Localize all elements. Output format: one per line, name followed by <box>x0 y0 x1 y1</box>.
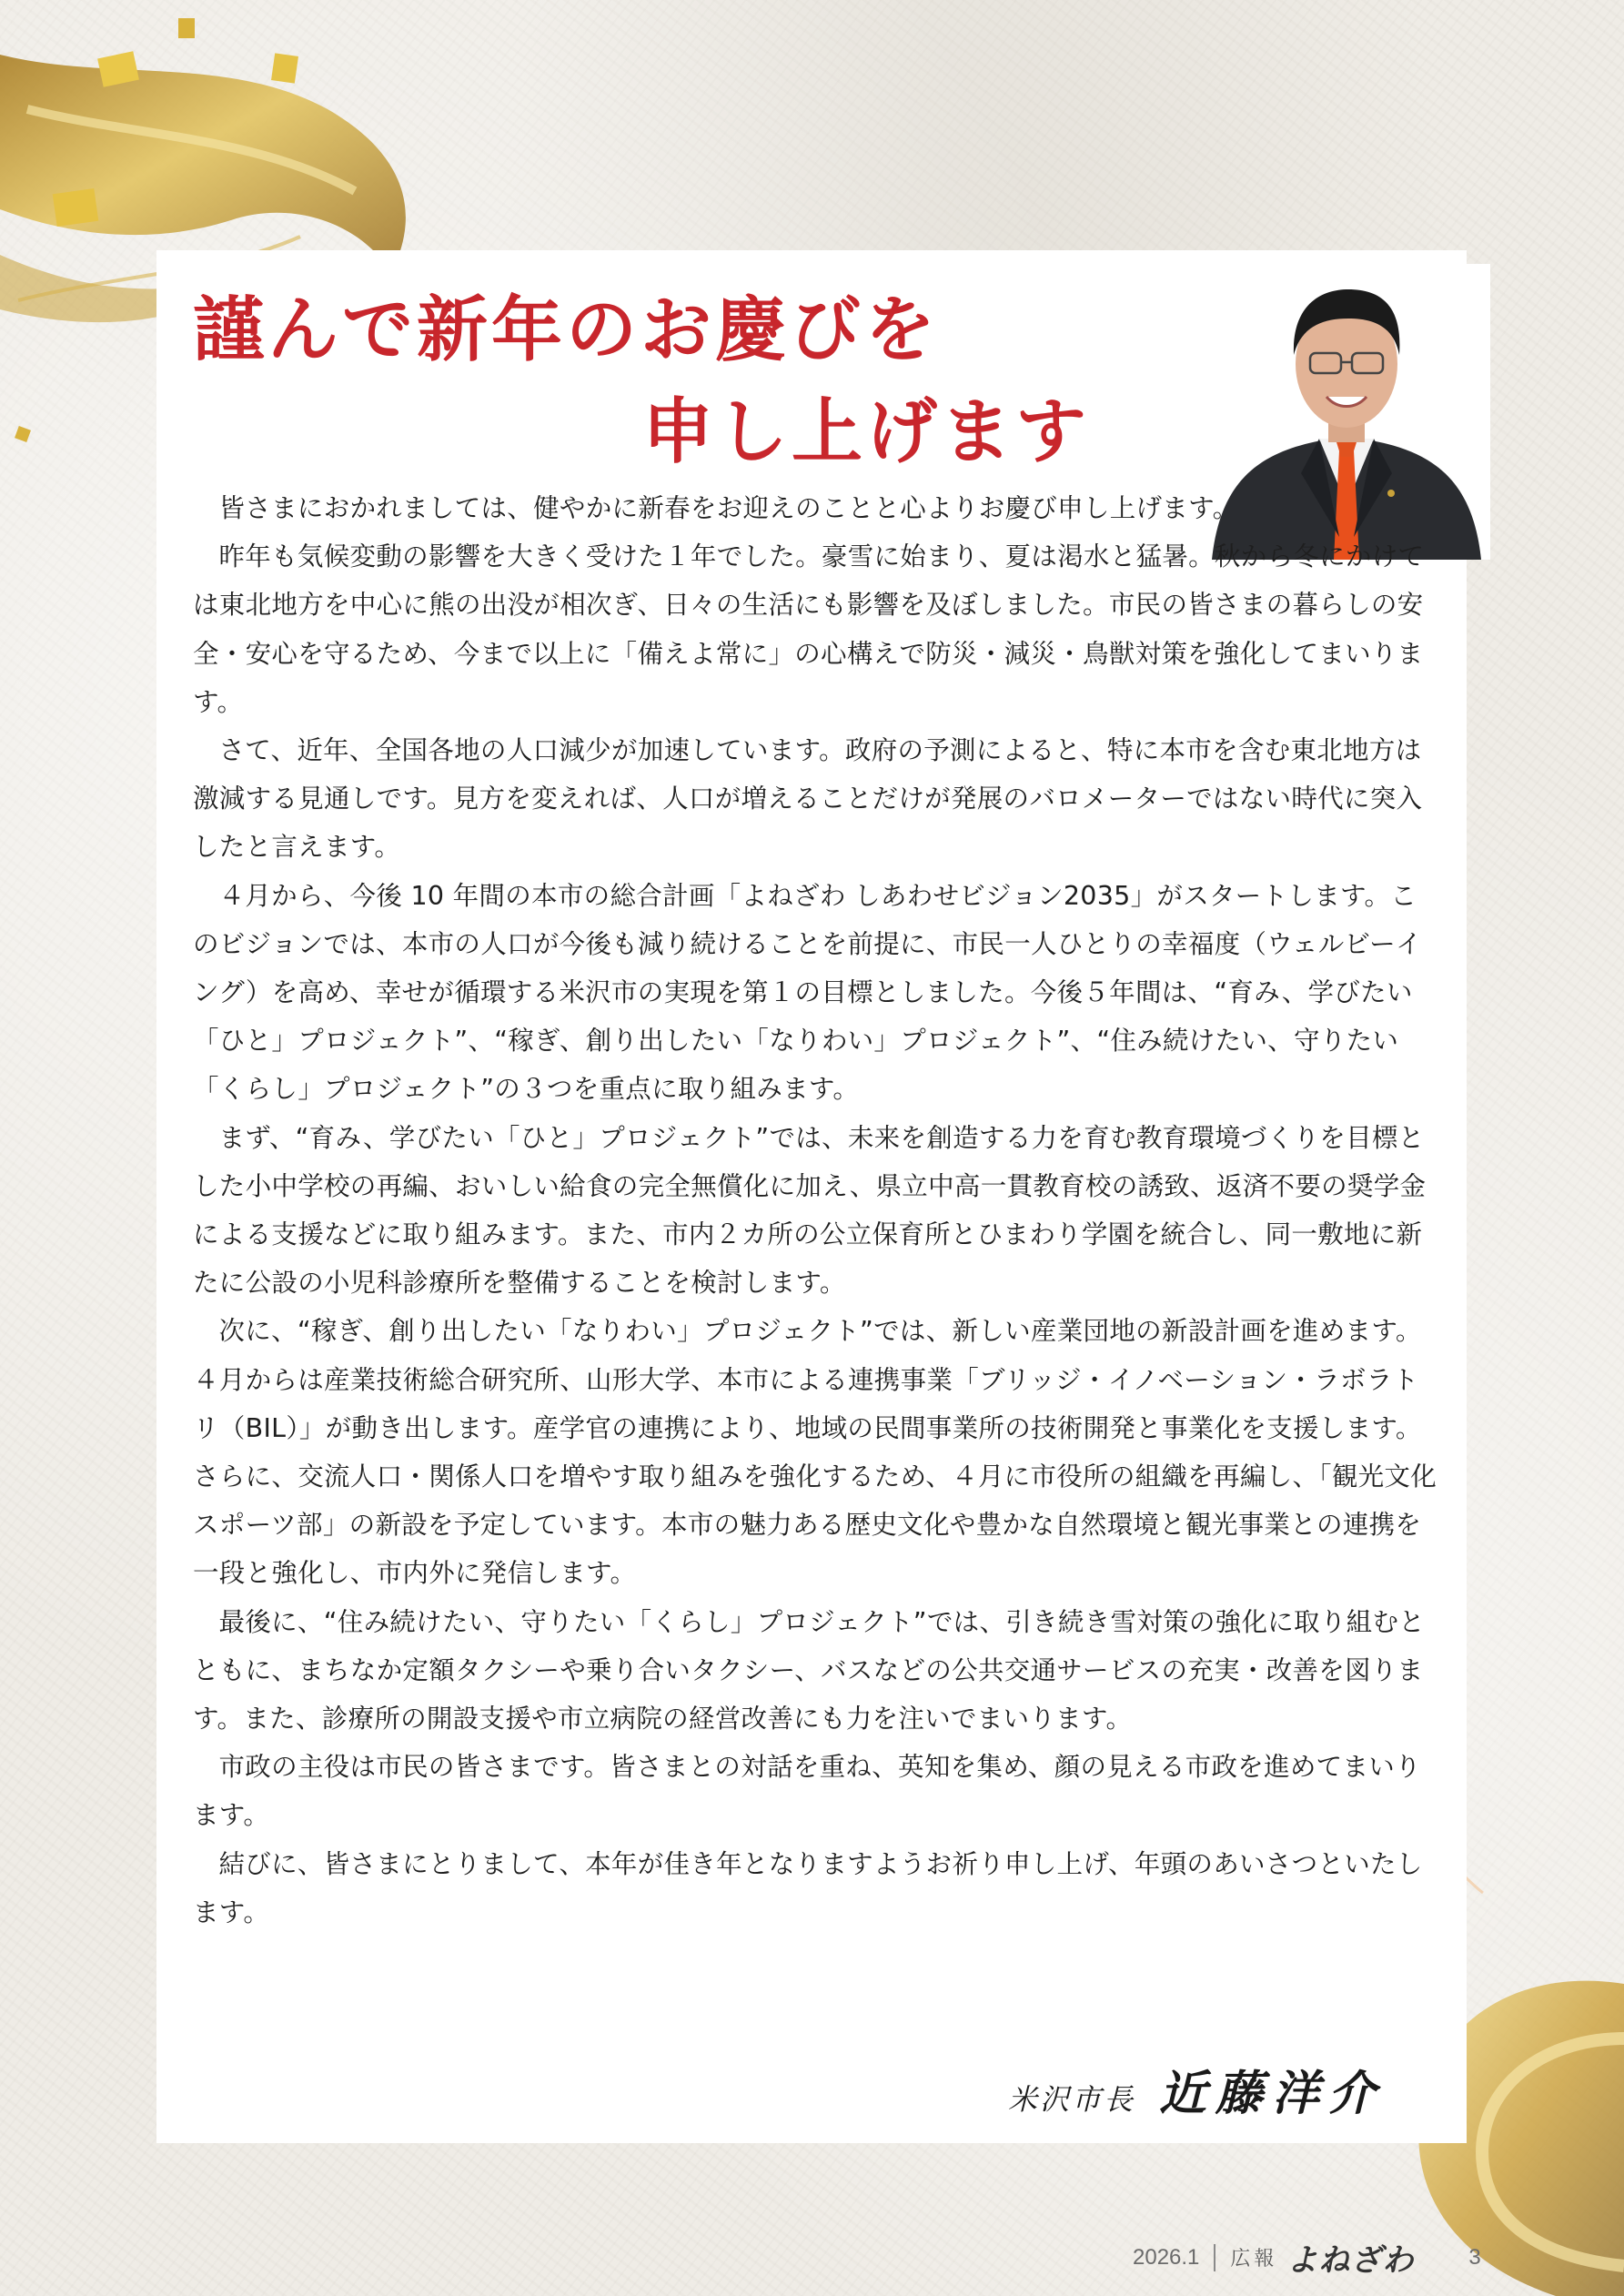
paragraph: 最後に、“住み続けたい、守りたい「くらし」プロジェクト”では、引き続き雪対策の強化に取り組むとともに、まちなか定額タクシーや乗り合いタクシー、バスなどの公共交通サービスの充実・改善を図ります。また、診療所の開設支援や市立病院の経営改善にも力を注いでまいります。 <box>193 1606 1426 1735</box>
paragraph: さて、近年、全国各地の人口減少が加速しています。政府の予測によると、特に本市を含む東北地方は激減する見通しです。見方を変えれば、人口が増えることだけが発展のバロメーターではない時代に突入したと言えます。 <box>193 735 1423 863</box>
footer-divider <box>1214 2244 1215 2271</box>
paragraph: 次に、“稼ぎ、創り出したい「なりわい」プロジェクト”では、新しい産業団地の新設計画を進めます。４月からは産業技術総合研究所、山形大学、本市による連携事業「ブリッジ・イノベーション・ラボラトリ（BIL）」が動き出します。産学官の連携により、地域の民間事業所の技術開発と事業化を支援します。さらに、交流人口・関係人口を増やす取り組みを強化するため、４月に市役所の組織を再編し、「観光文化スポーツ部」の新設を予定しています。本市の魅力ある歴史文化や豊かな自然環境と観光事業との連携を一段と強化し、市内外に発信します。 <box>193 1316 1437 1589</box>
page-number: 3 <box>1468 2244 1481 2270</box>
publication-label: 広報 <box>1230 2247 1278 2270</box>
publication-name: よねざわ <box>1286 2243 1415 2278</box>
greeting-heading-line2: 申し上げます <box>642 390 1091 473</box>
paragraph: 皆さまにおかれましては、健やかに新春をお迎えのことと心よりお慶び申し上げます。 <box>218 493 1239 523</box>
page-footer <box>1133 2235 1481 2280</box>
paragraph: まず、“育み、学びたい「ひと」プロジェクト”では、未来を創造する力を育む教育環境づくりを目標とした小中学校の再編、おいしい給食の完全無償化に加え、県立中高一貫教育校の誘致、返済不要の奨学金による支援などに取り組みます。また、市内２カ所の公立保育所とひまわり学園を統合し、同一敷地に新たに公設の小児科診療所を整備することを検討します。 <box>193 1122 1427 1299</box>
paragraph: ４月から、今後 10 年間の本市の総合計画「よねざわ しあわせビジョン2035」がスタートします。このビジョンでは、本市の人口が今後も減り続けることを前提に、市民一人ひとりの幸福度（ウェルビーイング）を高め、幸せが循環する米沢市の実現を第１の目標としました。今後５年間は、“育み、学びたい「ひと」プロジェクト”、“稼ぎ、創り出したい「なりわい」プロジェクト”、“住み続けたい、守りたい「くらし」プロジェクト”の３つを重点に取り組みます。 <box>193 880 1422 1105</box>
greeting-heading-line1: 謹んで新年のお慶びを <box>193 288 940 371</box>
paragraph: 結びに、皆さまにとりまして、本年が佳き年となりますようお祈り申し上げ、年頭のあいさつといたします。 <box>193 1848 1423 1927</box>
paragraph: 市政の主役は市民の皆さまです。皆さまとの対話を重ね、英知を集め、顔の見える市政を進めてまいります。 <box>193 1752 1421 1831</box>
signature-name: 近藤洋介 <box>1159 2066 1386 2121</box>
signature <box>1008 2055 1385 2123</box>
message-body <box>193 484 1439 1937</box>
issue-date: 2026.1 <box>1133 2244 1200 2270</box>
signature-title: 米沢市長 <box>1008 2082 1136 2117</box>
paragraph: 昨年も気候変動の影響を大きく受けた１年でした。豪雪に始まり、夏は渇水と猛暑。秋から冬にかけては東北地方を中心に熊の出没が相次ぎ、日々の生活にも影響を及ぼしました。市民の皆さまの暮らしの安全・安心を守るため、今まで以上に「備えよ常に」の心構えで防災・減災・鳥獣対策を強化してまいります。 <box>193 541 1425 717</box>
